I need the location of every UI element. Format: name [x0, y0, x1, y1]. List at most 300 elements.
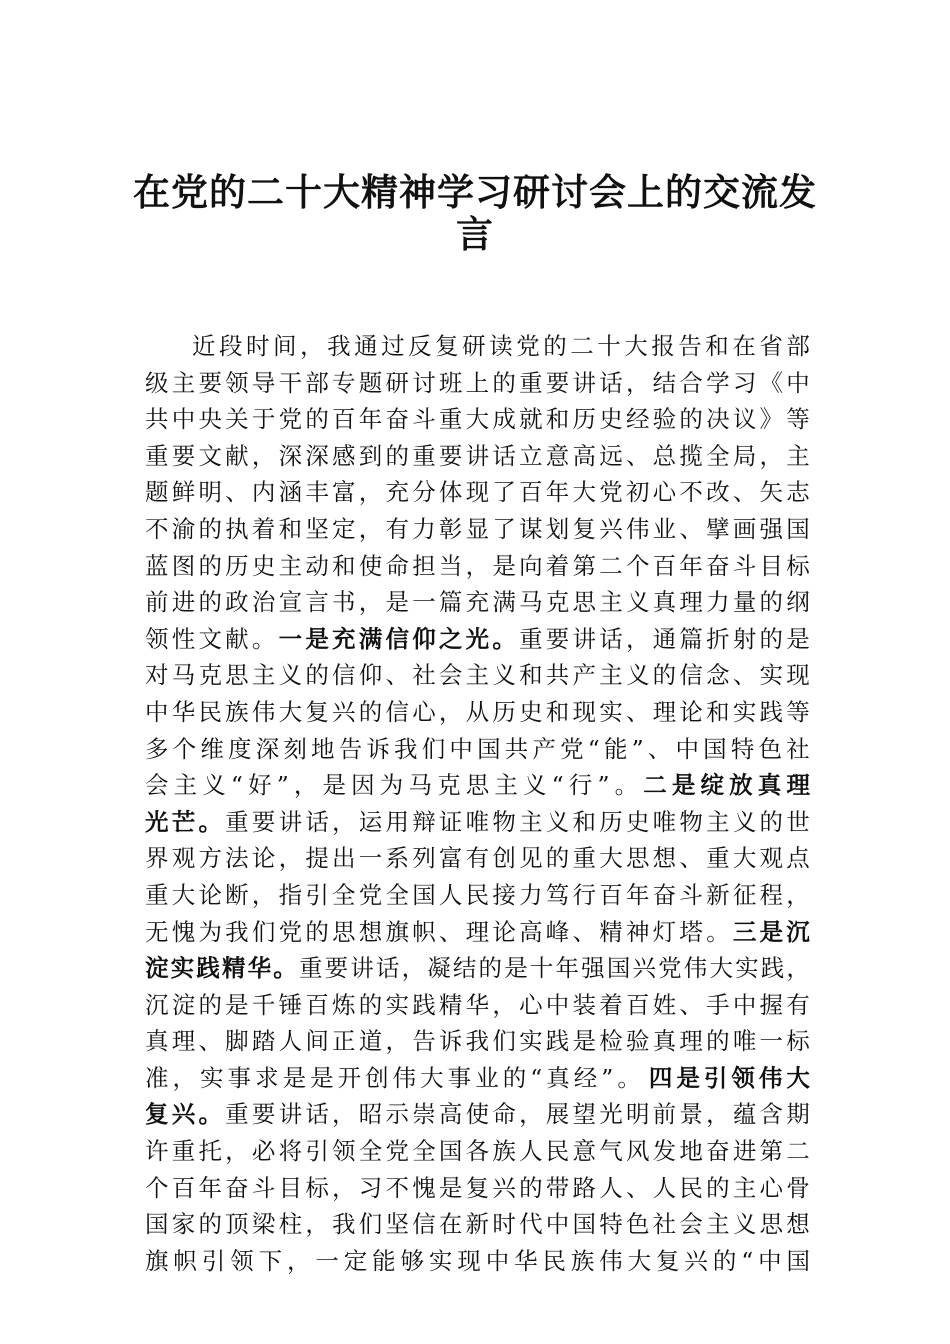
text-run-char: 百: [599, 880, 623, 909]
text-run-char: 党: [599, 478, 623, 507]
text-run-char: 旗: [145, 1246, 169, 1275]
text-run-char: 的: [358, 697, 383, 726]
text-run-char: 理: [679, 1027, 703, 1056]
text-run-char: 族: [570, 1246, 595, 1275]
text-run-char: 政: [225, 588, 249, 617]
text-run-char: 点: [786, 844, 810, 873]
text-run-char: 标: [786, 1027, 810, 1056]
text-run-char: 全: [332, 880, 356, 909]
text-run-char: ，: [332, 1173, 356, 1202]
text-run-char: 伟: [683, 954, 708, 983]
text-run-char: 信: [332, 661, 356, 690]
text-run-char: 色: [758, 734, 782, 763]
text-run-char: 、: [732, 661, 757, 690]
text-run-char: 国: [477, 734, 501, 763]
text-run-char: 一: [315, 1246, 339, 1275]
bold-run-char: 理: [786, 771, 810, 800]
text-run-char: 年: [555, 954, 579, 983]
text-run-char: 维: [200, 734, 224, 763]
text-run-char: 文: [198, 624, 222, 653]
text-run-char: 大: [420, 1063, 444, 1092]
text-run-char: 年: [625, 880, 650, 909]
text-run-char: 能: [372, 1246, 396, 1275]
text-run-char: 我: [465, 1027, 490, 1056]
text-run-char: 含: [759, 1100, 784, 1129]
text-run-char: 富: [438, 844, 463, 873]
text-run-char: 旗: [385, 917, 409, 946]
body-line: [145, 987, 810, 1024]
bold-run-char: 仰: [412, 624, 436, 653]
text-run-char: 会: [145, 771, 169, 800]
text-run-char: 深: [255, 734, 280, 763]
text-run-char: 运: [358, 807, 383, 836]
text-run-char: 复: [656, 1246, 680, 1275]
text-run-char: 部: [786, 332, 810, 360]
body-line: [145, 1243, 810, 1280]
text-run-char: 富: [332, 478, 356, 507]
text-run-char: 全: [358, 1137, 383, 1166]
text-run-char: 现: [786, 661, 810, 690]
text-run-char: 。: [617, 1063, 641, 1092]
text-run-char: 行: [568, 771, 593, 800]
text-run-char: 中: [171, 405, 196, 434]
text-run-char: 代: [519, 1210, 543, 1239]
text-run-char: 克: [198, 661, 222, 690]
text-run-char: ，: [759, 441, 784, 470]
text-run-char: ，: [492, 990, 516, 1019]
text-run-char: 塔: [679, 917, 703, 946]
text-run-char: 真: [652, 1027, 677, 1056]
text-run-char: ，: [706, 1100, 730, 1129]
text-run-char: 中: [485, 1246, 510, 1275]
text-run-char: ，: [305, 1210, 329, 1239]
text-run-char: 义: [732, 807, 757, 836]
text-run-char: 唯: [732, 1027, 757, 1056]
bold-run-char: 华: [247, 954, 272, 983]
text-run-char: 的: [759, 807, 784, 836]
text-run-char: 的: [198, 551, 222, 580]
text-run-char: 指: [278, 880, 303, 909]
text-run-char: 主: [732, 1173, 757, 1202]
text-run-char: 共: [504, 734, 529, 763]
text-run-char: 的: [545, 844, 570, 873]
text-run-char: 社: [652, 1210, 677, 1239]
text-run-char: 意: [572, 1137, 596, 1166]
text-run-char: 信: [679, 661, 703, 690]
text-run-char: 高: [519, 917, 543, 946]
text-run-char: 事: [227, 1063, 252, 1092]
text-run-char: 题: [145, 478, 169, 507]
text-run-char: 现: [457, 1246, 481, 1275]
text-run-char: 践: [759, 697, 784, 726]
text-run-char: 向: [519, 551, 543, 580]
text-run-char: 方: [198, 844, 222, 873]
text-run-char: 百: [519, 478, 543, 507]
text-run-char: 实: [385, 990, 409, 1019]
bold-run-char: 真: [757, 771, 782, 800]
text-run-char: 、: [225, 478, 249, 507]
text-run-char: 昭: [358, 1100, 383, 1129]
text-run-char: ”: [601, 1063, 614, 1092]
text-run-char: 产: [532, 734, 556, 763]
text-run-char: 和: [545, 405, 570, 434]
text-run-char: 了: [492, 478, 516, 507]
text-run-char: 重: [145, 880, 169, 909]
text-run-char: 。: [614, 771, 639, 800]
text-run-char: 了: [492, 514, 516, 543]
text-run-char: 不: [385, 1173, 409, 1202]
text-run-char: 第: [572, 551, 596, 580]
text-run-char: 反: [408, 332, 432, 360]
text-run-char: 淀: [171, 990, 196, 1019]
text-run-char: 、: [625, 441, 650, 470]
text-run-char: 华: [171, 697, 196, 726]
text-run-char: 道: [358, 1027, 383, 1056]
text-run-char: 们: [251, 917, 276, 946]
text-run-char: 习: [732, 368, 757, 397]
text-run-char: 望: [572, 1100, 596, 1129]
text-run-char: 仰: [358, 661, 383, 690]
bold-run-char: 光: [145, 807, 169, 836]
text-run-char: 用: [385, 807, 409, 836]
text-run-char: 国: [786, 1246, 810, 1275]
body-line: [145, 438, 810, 475]
text-run-char: 思: [759, 1210, 784, 1239]
text-run-char: 经: [573, 1063, 598, 1092]
text-run-char: 唯: [465, 807, 490, 836]
text-run-char: 明: [198, 478, 222, 507]
text-run-char: 重: [572, 844, 596, 873]
text-run-char: 特: [730, 734, 755, 763]
text-run-char: ，: [625, 624, 650, 653]
text-run-char: 前: [652, 1100, 677, 1129]
text-run-char: 克: [545, 588, 570, 617]
text-run-char: 十: [529, 954, 554, 983]
text-run-char: ，: [332, 1100, 356, 1129]
text-run-char: 民: [545, 1137, 570, 1166]
bold-run-char: 。: [198, 807, 222, 836]
text-run-char: 特: [599, 1210, 623, 1239]
text-run-char: 的: [492, 368, 516, 397]
text-run-char: 一: [358, 844, 383, 873]
text-run-char: 社: [786, 734, 810, 763]
text-run-char: 们: [492, 1027, 516, 1056]
text-run-char: 划: [545, 514, 570, 543]
text-run-char: 思: [225, 661, 249, 690]
text-run-char: 、: [198, 1027, 222, 1056]
text-run-char: 笃: [545, 880, 570, 909]
text-run-char: 论: [198, 880, 222, 909]
text-run-char: ，: [358, 478, 383, 507]
text-run-char: 度: [228, 734, 252, 763]
text-run-char: 中: [758, 1246, 782, 1275]
text-run-char: 主: [173, 771, 198, 800]
text-run-char: 是: [492, 551, 516, 580]
text-run-char: 创: [492, 844, 516, 873]
text-run-char: 奋: [706, 1137, 730, 1166]
text-run-char: 班: [438, 368, 463, 397]
text-run-char: 显: [465, 514, 490, 543]
text-run-char: 我: [332, 1210, 356, 1239]
text-run-char: 验: [652, 405, 677, 434]
text-run-char: 主: [599, 588, 623, 617]
text-run-char: 真: [145, 1027, 169, 1056]
text-run-char: 接: [492, 880, 516, 909]
text-run-char: 握: [759, 990, 784, 1019]
text-run-char: ，: [438, 697, 463, 726]
text-run-char: 量: [732, 588, 757, 617]
text-run-char: 奋: [706, 551, 730, 580]
text-run-char: 谋: [519, 514, 543, 543]
text-run-char: 等: [786, 405, 810, 434]
text-run-char: 着: [545, 551, 570, 580]
text-run-char: 兴: [632, 954, 656, 983]
text-run-char: 和: [572, 807, 596, 836]
text-run-char: 有: [465, 844, 490, 873]
text-run-char: ，: [300, 332, 324, 360]
text-run-char: 愧: [412, 1173, 436, 1202]
text-run-char: 的: [759, 588, 784, 617]
text-run-char: 的: [543, 332, 567, 360]
text-run-char: 目: [759, 551, 784, 580]
text-run-char: 大: [624, 332, 648, 360]
text-run-char: 奋: [225, 1173, 249, 1202]
text-run-char: 气: [599, 1137, 623, 1166]
text-run-char: 们: [421, 734, 446, 763]
text-run-char: 法: [225, 844, 249, 873]
bold-run-char: 精: [221, 954, 246, 983]
text-run-char: 坚: [385, 1210, 409, 1239]
text-run-char: 二: [599, 551, 623, 580]
text-run-char: 神: [625, 917, 650, 946]
text-run-char: 年: [545, 478, 570, 507]
text-run-char: 的: [198, 990, 222, 1019]
text-run-char: 思: [625, 844, 650, 873]
text-run-char: 系: [385, 844, 409, 873]
text-run-char: “: [551, 771, 564, 800]
text-run-char: ”: [597, 771, 610, 800]
text-run-char: 和: [706, 697, 730, 726]
text-run-char: 大: [709, 954, 733, 983]
text-run-char: 伟: [251, 697, 276, 726]
text-run-char: 要: [438, 441, 463, 470]
text-run-char: 帜: [173, 1246, 197, 1275]
text-run-char: 到: [358, 441, 383, 470]
text-run-char: 涵: [278, 478, 303, 507]
text-run-char: 社: [412, 661, 436, 690]
text-run-char: 段: [219, 332, 243, 360]
text-run-char: 我: [225, 917, 249, 946]
text-run-char: 立: [519, 441, 543, 470]
text-run-char: 主: [706, 1210, 730, 1239]
text-run-char: 将: [278, 1137, 303, 1166]
text-run-char: 的: [198, 588, 222, 617]
text-run-char: 坚: [305, 514, 329, 543]
text-run-char: 重: [412, 441, 436, 470]
text-run-char: 复: [305, 697, 329, 726]
text-run-char: 族: [225, 697, 249, 726]
text-run-char: 断: [225, 880, 249, 909]
bold-run-char: 四: [648, 1063, 673, 1092]
text-run-char: 深: [305, 441, 329, 470]
text-run-char: 省: [759, 332, 783, 360]
text-run-char: 等: [786, 697, 810, 726]
text-run-char: 百: [652, 551, 677, 580]
text-run-char: 央: [198, 405, 222, 434]
text-run-char: 心: [652, 478, 677, 507]
text-run-char: 专: [332, 368, 356, 397]
text-run-char: 人: [519, 1137, 543, 1166]
text-run-char: 年: [198, 1173, 222, 1202]
text-run-char: 想: [358, 917, 383, 946]
text-run-char: 讲: [465, 441, 490, 470]
text-run-char: 地: [311, 734, 335, 763]
text-run-char: 求: [255, 1063, 279, 1092]
text-run-char: 验: [625, 1027, 650, 1056]
text-run-char: 兴: [684, 1246, 708, 1275]
text-run-char: 导: [251, 368, 276, 397]
body-line: [145, 950, 810, 987]
text-run-char: 义: [523, 771, 547, 800]
text-run-char: 国: [145, 1210, 169, 1239]
text-run-char: 姓: [652, 990, 677, 1019]
text-run-char: 够: [400, 1246, 425, 1275]
text-run-char: 领: [225, 368, 249, 397]
text-run-char: 党: [278, 917, 303, 946]
text-run-char: 辩: [412, 807, 436, 836]
text-run-char: 想: [652, 844, 677, 873]
text-run-char: 义: [545, 807, 570, 836]
text-run-char: 奋: [385, 405, 409, 434]
bold-run-char: 是: [759, 917, 784, 946]
text-run-char: 渝: [171, 514, 196, 543]
text-run-char: 出: [332, 844, 356, 873]
text-run-char: 我: [394, 734, 418, 763]
text-run-char: 时: [492, 1210, 516, 1239]
text-run-char: 业: [652, 514, 677, 543]
text-run-char: 前: [145, 588, 169, 617]
text-run-char: 感: [332, 441, 356, 470]
text-run-char: 人: [438, 880, 463, 909]
text-run-char: 百: [171, 1173, 196, 1202]
text-run-char: 进: [732, 1137, 757, 1166]
bold-run-char: 之: [438, 624, 463, 653]
text-run-char: 践: [412, 990, 436, 1019]
text-run-char: 峰: [545, 917, 570, 946]
text-run-char: 书: [332, 588, 356, 617]
text-run-char: 风: [625, 1137, 650, 1166]
text-run-char: 马: [519, 588, 543, 617]
text-run-char: 证: [438, 807, 463, 836]
bold-run-char: 。: [492, 624, 516, 653]
text-run-char: 经: [625, 405, 650, 434]
text-run-char: 会: [679, 1210, 703, 1239]
text-run-char: 准: [145, 1063, 169, 1092]
body-line: [145, 914, 810, 951]
text-run-char: 脚: [225, 1027, 249, 1056]
text-run-char: 人: [599, 1173, 623, 1202]
text-run-char: 想: [786, 1210, 810, 1239]
text-run-char: 告: [678, 332, 702, 360]
text-run-char: 就: [519, 405, 543, 434]
text-run-char: 党: [278, 405, 303, 434]
text-run-char: 景: [679, 1100, 703, 1129]
text-run-char: 为: [198, 917, 222, 946]
text-run-char: 定: [343, 1246, 368, 1275]
text-run-char: 新: [465, 1210, 490, 1239]
text-run-char: 、: [679, 990, 703, 1019]
text-run-char: 百: [332, 405, 356, 434]
text-run-char: 年: [679, 551, 703, 580]
bold-run-char: 光: [465, 624, 490, 653]
text-run-char: 宣: [278, 588, 303, 617]
text-run-char: 话: [599, 368, 623, 397]
text-run-char: 意: [545, 441, 570, 470]
text-run-char: 主: [599, 661, 623, 690]
text-run-char: 人: [652, 1173, 677, 1202]
text-run-char: ，: [286, 1246, 311, 1275]
text-run-char: 凝: [427, 954, 451, 983]
bold-run-char: 大: [786, 1063, 810, 1092]
text-run-char: 斗: [412, 405, 436, 434]
text-run-char: 的: [712, 1246, 737, 1275]
text-run-char: 命: [492, 1100, 516, 1129]
text-run-char: 装: [572, 990, 596, 1019]
text-run-char: 。: [251, 624, 276, 653]
text-run-char: 现: [572, 697, 596, 726]
text-run-char: 诉: [366, 734, 390, 763]
text-run-char: 事: [447, 1063, 472, 1092]
text-run-char: 时: [246, 332, 270, 360]
text-run-char: 、: [572, 917, 596, 946]
text-run-char: 党: [358, 880, 383, 909]
text-run-char: 开: [337, 1063, 362, 1092]
text-run-char: 一: [759, 1027, 784, 1056]
text-run-char: 实: [759, 661, 784, 690]
bold-run-char: 充: [332, 624, 356, 653]
text-run-char: 彰: [438, 514, 463, 543]
bold-run-char: 放: [729, 771, 753, 800]
text-run-char: 是: [504, 954, 528, 983]
text-run-char: 帜: [412, 917, 436, 946]
document-body: [145, 328, 810, 1279]
text-run-char: 伟: [392, 1063, 417, 1092]
body-line: [145, 877, 810, 914]
text-run-char: 斗: [732, 551, 757, 580]
text-run-char: 国: [786, 514, 810, 543]
text-run-char: 篇: [679, 624, 703, 653]
text-run-char: 性: [171, 624, 196, 653]
text-run-char: 民: [679, 1173, 703, 1202]
text-run-char: 改: [706, 478, 730, 507]
text-run-char: 会: [438, 661, 463, 690]
text-run-char: 展: [545, 1100, 570, 1129]
text-run-char: 间: [273, 332, 297, 360]
text-run-char: 论: [492, 917, 516, 946]
text-run-char: 分: [412, 478, 436, 507]
text-run-char: 、: [625, 697, 650, 726]
text-run-char: 主: [171, 368, 196, 397]
text-run-char: 见: [519, 844, 543, 873]
text-run-char: 、: [732, 478, 757, 507]
text-run-char: 个: [172, 734, 197, 763]
text-run-char: 通: [354, 332, 378, 360]
text-run-char: 力: [412, 514, 436, 543]
text-run-char: 论: [251, 844, 276, 873]
text-run-char: 族: [492, 1137, 516, 1166]
text-run-char: 行: [572, 880, 596, 909]
text-run-char: 对: [145, 661, 169, 690]
